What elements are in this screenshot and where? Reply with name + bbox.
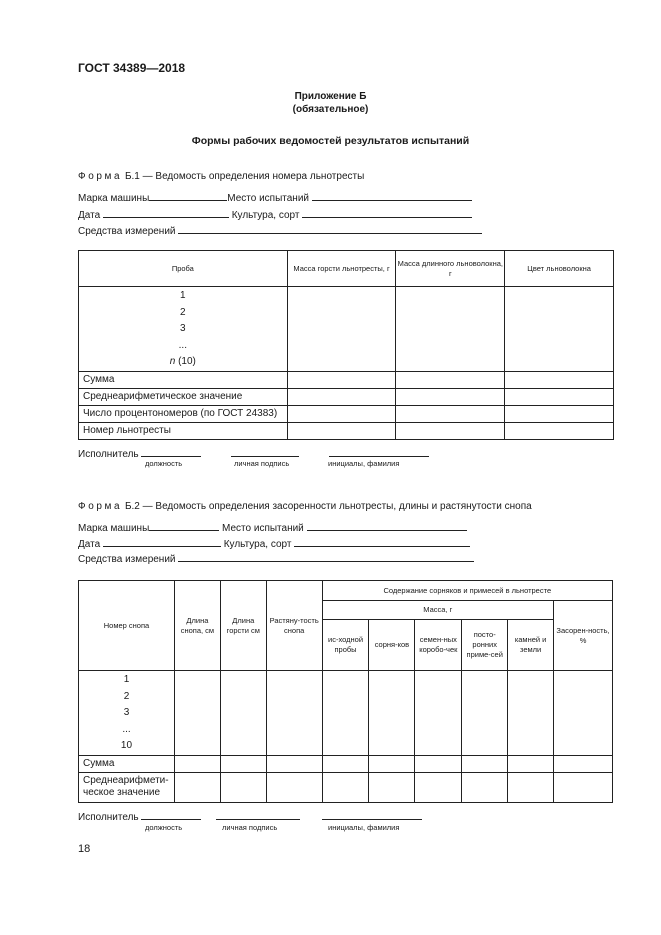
form2-cell [220, 755, 266, 772]
form2-cell [369, 772, 415, 802]
form1-row-date [78, 207, 472, 221]
form1-cell [287, 371, 396, 388]
form1-signature-blank [231, 446, 299, 457]
form1-avg-label: Среднеарифметическое значение [79, 388, 288, 405]
appendix-title: Приложение Б [294, 91, 367, 102]
form1-row-number [79, 422, 614, 439]
form2-num-10: 10 [120, 740, 133, 751]
form1-sample-numbers [79, 287, 288, 372]
form2-machine-label: Марка машины [78, 523, 150, 534]
form1-col-mass-handful: Масса горсти льнотресты, г [287, 251, 396, 287]
form1-cell [396, 388, 505, 405]
form1-cell [396, 287, 505, 372]
form2-cell [369, 671, 415, 756]
form1-cell [287, 422, 396, 439]
form2-col-seedpods: семен-ных коробо-чек [415, 620, 462, 671]
form1-cell [396, 405, 505, 422]
form1-cell [287, 405, 396, 422]
form1-position-caption: должность [145, 459, 183, 468]
form2-machine-blank [149, 520, 219, 531]
form2-name-caption: инициалы, фамилия [328, 823, 400, 832]
form2-date-label: Дата [78, 539, 101, 550]
form2-means-blank [178, 551, 474, 562]
form2-cell [462, 772, 508, 802]
form2-cell [508, 671, 554, 756]
form1-table-header [79, 251, 614, 287]
form2-name-blank [322, 809, 422, 820]
form2-cell [462, 671, 508, 756]
form2-cell [554, 772, 613, 802]
form2-signature-blank [216, 809, 300, 820]
form2-executor [78, 809, 422, 823]
form1-cell [505, 371, 614, 388]
form2-caption [78, 501, 532, 512]
form2-avg-label: Среднеарифмети-ческое значение [79, 772, 175, 802]
form2-cell [415, 671, 462, 756]
form2-row-sum [79, 755, 613, 772]
form1-cell [287, 287, 396, 372]
form2-col-stretch: Растяну-тость снопа [266, 581, 322, 671]
form2-row-means [78, 551, 474, 565]
form1-cell [505, 405, 614, 422]
form1-col-sample: Проба [79, 251, 288, 287]
form2-position-caption: должность [145, 823, 183, 832]
form2-culture-blank [294, 536, 470, 547]
form1-cell [396, 371, 505, 388]
form1-machine-label: Марка машины [78, 193, 150, 204]
form1-name-caption: инициалы, фамилия [328, 459, 400, 468]
form1-caption [78, 171, 364, 182]
form2-col-handful-len: Длина горсти см [220, 581, 266, 671]
form1-table [78, 250, 614, 440]
form2-cell [415, 772, 462, 802]
form1-sample-rows [79, 287, 614, 372]
form1-col-color: Цвет льноволокна [505, 251, 614, 287]
form1-signature-caption: личная подпись [234, 459, 290, 468]
form2-num-ellipsis: ... [122, 723, 131, 735]
form2-col-content: Содержание сорняков и примесей в льнотресте [322, 581, 612, 601]
form1-row-machine [78, 190, 472, 204]
form2-col-initial: ис-ходной пробы [322, 620, 369, 671]
form2-form-word: Форма [78, 501, 123, 512]
form1-num-n: n (10) [169, 356, 196, 367]
form2-cell [554, 671, 613, 756]
form2-cell [220, 671, 266, 756]
form1-culture-label: Культура, сорт [231, 210, 300, 221]
form1-place-blank [312, 190, 472, 201]
form1-date-blank [103, 207, 229, 218]
form1-num-2: 2 [180, 306, 186, 318]
form1-num-ellipsis: ... [178, 339, 187, 351]
form1-row-means [78, 223, 482, 237]
form2-cell [415, 755, 462, 772]
form1-culture-blank [302, 207, 472, 218]
form2-cell [174, 755, 220, 772]
form1-col-mass-long: Масса длинного льноволокна, г [396, 251, 505, 287]
form2-num-2: 2 [123, 690, 130, 702]
form2-row-date [78, 536, 470, 550]
form2-col-stones: камней и земли [508, 620, 554, 671]
form2-col-sheaf: Номер снопа [79, 581, 175, 671]
page-number: 18 [78, 843, 91, 855]
form1-cell [505, 287, 614, 372]
form2-signature-caption: личная подпись [222, 823, 278, 832]
form2-col-contam: Засорен-ность, % [554, 601, 613, 671]
standard-header: ГОСТ 34389—2018 [78, 61, 186, 75]
form1-machine-blank [149, 190, 227, 201]
form1-row-avg [79, 388, 614, 405]
form1-caption-text: Б.1 — Ведомость определения номера льнотресты [124, 171, 365, 182]
form2-executor-label: Исполнитель [78, 812, 139, 823]
form2-sum-label: Сумма [79, 755, 175, 772]
form2-col-weeds: сорня-ков [369, 620, 415, 671]
form2-cell [266, 772, 322, 802]
form1-cell [287, 388, 396, 405]
form1-sum-label: Сумма [79, 371, 288, 388]
form2-cell [174, 772, 220, 802]
form2-cell [266, 671, 322, 756]
form2-table [78, 580, 613, 803]
form2-row-avg [79, 772, 613, 802]
form2-num-3: 3 [123, 707, 130, 718]
form2-sheaf-rows [79, 671, 613, 756]
form1-means-blank [178, 223, 482, 234]
form2-cell [554, 755, 613, 772]
form2-cell [220, 772, 266, 802]
form2-cell [322, 755, 369, 772]
form2-row-machine [78, 520, 467, 534]
form1-num-1: 1 [180, 290, 186, 301]
form2-sheaf-numbers [79, 671, 175, 756]
appendix-heading: Формы рабочих ведомостей результатов испытаний [191, 135, 470, 147]
form2-num-1: 1 [123, 674, 130, 685]
form2-cell [508, 772, 554, 802]
form2-position-blank [141, 809, 201, 820]
form2-cell [462, 755, 508, 772]
appendix-subtitle: (обязательное) [292, 104, 369, 115]
form2-means-label: Средства измерений [78, 554, 176, 565]
form1-executor-label: Исполнитель [78, 449, 139, 460]
form1-form-word: Форма [78, 171, 123, 182]
form1-cell [505, 388, 614, 405]
form2-cell [174, 671, 220, 756]
form1-place-label: Место испытаний [227, 193, 309, 204]
form2-header-row-1 [79, 581, 613, 601]
form1-position-blank [141, 446, 201, 457]
form2-place-label: Место испытаний [222, 523, 304, 534]
form1-means-label: Средства измерений [78, 226, 176, 237]
form1-executor [78, 446, 429, 460]
form1-count-label: Число процентономеров (по ГОСТ 24383) [79, 405, 288, 422]
form1-row-sum [79, 371, 614, 388]
form1-num-3: 3 [180, 323, 186, 334]
form2-cell [322, 772, 369, 802]
form2-cell [508, 755, 554, 772]
form1-number-label: Номер льнотресты [79, 422, 288, 439]
form1-cell [505, 422, 614, 439]
form1-row-count [79, 405, 614, 422]
form2-cell [369, 755, 415, 772]
form2-cell [266, 755, 322, 772]
form2-place-blank [307, 520, 467, 531]
form2-col-mass: Масса, г [322, 601, 553, 620]
form2-culture-label: Культура, сорт [223, 539, 292, 550]
form2-col-length: Длина снопа, см [174, 581, 220, 671]
form2-caption-text: Б.2 — Ведомость определения засоренности льнотресты, длины и растянутости снопа [124, 501, 532, 512]
form1-name-blank [329, 446, 429, 457]
form2-cell [322, 671, 369, 756]
form2-date-blank [103, 536, 221, 547]
form2-col-foreign: посто-ронних приме-сей [462, 620, 508, 671]
form1-date-label: Дата [78, 210, 101, 221]
form1-cell [396, 422, 505, 439]
